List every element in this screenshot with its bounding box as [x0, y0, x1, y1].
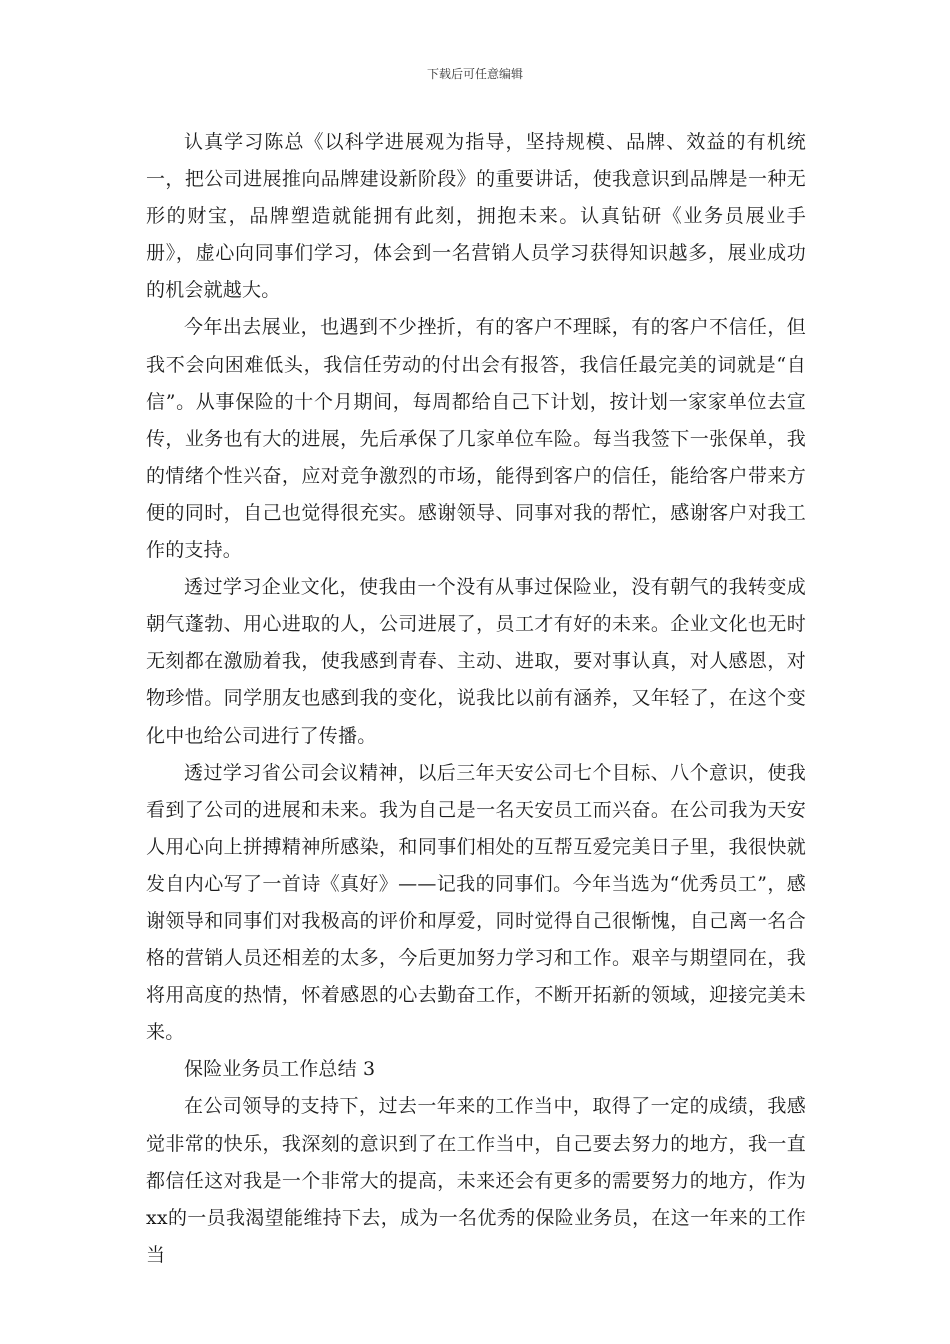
document-body — [146, 124, 806, 1274]
paragraph-sales-experience: 今年出去展业，也遇到不少挫折，有的客户不理睬，有的客户不信任，但我不会向困难低头，我信任劳动的付出会有报答，我信任最完美的词就是“自信”。从事保险的十个月期间，每周都给自己下计划，按计划一家家单位去宣传，业务也有大的进展，先后承保了几家单位车险。每当我签下一张保单，我的情绪个性兴奋，应对竞争激烈的市场，能得到客户的信任，能给客户带来方便的同时，自己也觉得很充实。感谢领导、同事对我的帮忙，感谢客户对我工作的支持。 — [146, 316, 806, 562]
paragraph-corporate-culture: 透过学习企业文化，使我由一个没有从事过保险业，没有朝气的我转变成朝气蓬勃、用心进取的人，公司进展了，员工才有好的未来。企业文化也无时无刻都在激励着我，使我感到青春、主动、进取，要对事认真，对人感恩，对物珍惜。同学朋友也感到我的变化，说我比以前有涵养，又年轻了，在这个变化中也给公司进行了传播。 — [146, 576, 806, 747]
download-editable-note: 下载后可任意编辑 — [426, 67, 523, 81]
paragraph-company-meeting: 透过学习省公司会议精神，以后三年天安公司七个目标、八个意识，使我看到了公司的进展和未来。我为自己是一名天安员工而兴奋。在公司我为天安人用心向上拼搏精神所感染，和同事们相处的互帮互爱完美日子里，我很快就发自内心写了一首诗《真好》——记我的同事们。今年当选为“优秀员工”，感谢领导和同事们对我极高的评价和厚爱，同时觉得自己很惭愧，自己离一名合格的营销人员还相差的太多，今后更加努力学习和工作。艰辛与期望同在，我将用高度的热情，怀着感恩的心去勤奋工作，不断开拓新的领域，迎接完美未来。 — [146, 761, 806, 1044]
paragraph-annual-summary: 在公司领导的支持下，过去一年来的工作当中，取得了一定的成绩，我感觉非常的快乐，我深刻的意识到了在工作当中，自己要去努力的地方，我一直都信任这对我是一个非常大的提高，未来还会有更多的需要努力的地方，作为 xx的一员我渴望能维持下去，成为一名优秀的保险业务员，在这一年来的工作当 — [146, 1095, 806, 1266]
paragraph-brand-study: 认真学习陈总《以科学进展观为指导，坚持规模、品牌、效益的有机统一，把公司进展推向品牌建设新阶段》的重要讲话，使我意识到品牌是一种无形的财宝，品牌塑造就能拥有此刻，拥抱未来。认真钻研《业务员展业手册》，虚心向同事们学习，体会到一名营销人员学习获得知识越多，展业成功的机会就越大。 — [146, 131, 806, 302]
section-heading: 保险业务员工作总结 3 — [184, 1058, 376, 1081]
